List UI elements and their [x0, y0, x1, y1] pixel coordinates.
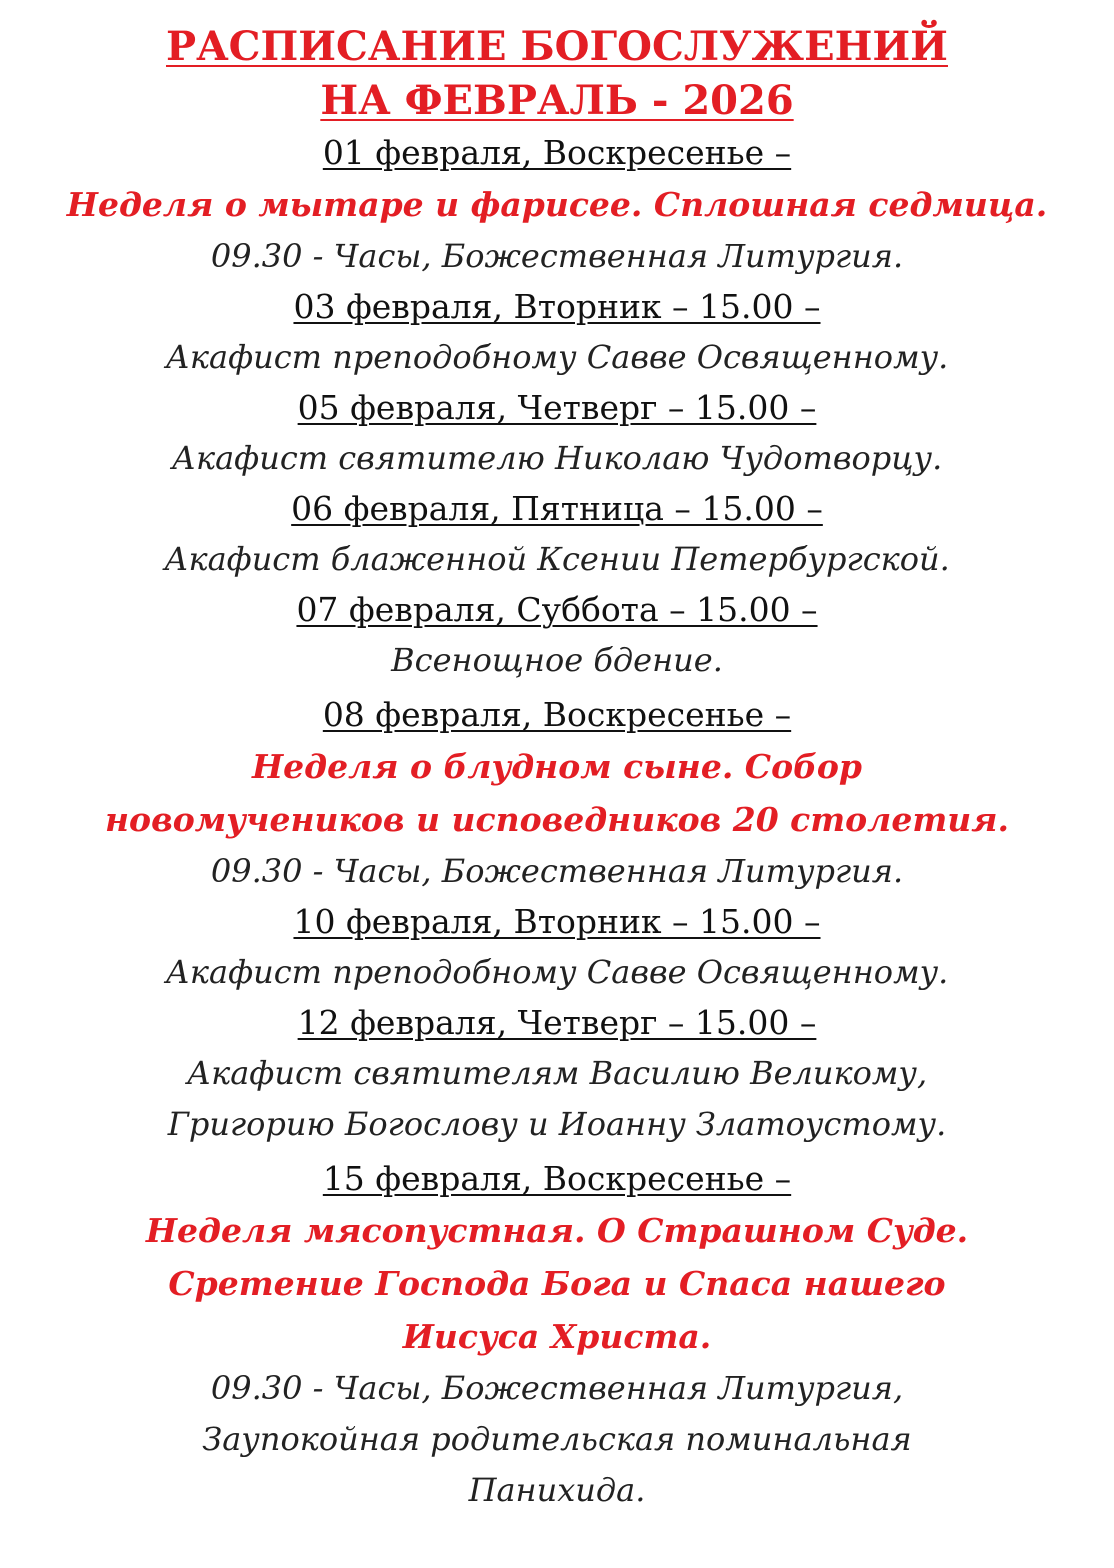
entry-service: Акафист преподобному Савве Освященному. [165, 338, 949, 376]
entry-date: 12 февраля, Четверг – 15.00 – [297, 1003, 817, 1042]
entry-date: 05 февраля, Четверг – 15.00 – [297, 388, 817, 427]
schedule-entry [0, 128, 1114, 282]
entry-date: 08 февраля, Воскресенье – [322, 695, 792, 734]
entry-date: 07 февраля, Суббота – 15.00 – [296, 590, 818, 629]
entry-service: Акафист святителю Николаю Чудотворцу. [171, 439, 943, 477]
schedule-entry [0, 484, 1114, 585]
entry-date: 10 февраля, Вторник – 15.00 – [293, 902, 821, 941]
schedule-entry [0, 282, 1114, 383]
schedule-entry [0, 585, 1114, 686]
entry-feast: Неделя о блудном сыне. Собор [251, 747, 863, 786]
entry-service: 09.30 - Часы, Божественная Литургия. [210, 237, 904, 275]
entry-feast: Неделя мясопустная. О Страшном Суде. [145, 1211, 969, 1250]
title-line-2: НА ФЕВРАЛЬ - 2026 [320, 77, 794, 124]
entry-service: 09.30 - Часы, Божественная Литургия. [210, 852, 904, 890]
entry-date: 15 февраля, Воскресенье – [322, 1159, 792, 1198]
title-line-1: РАСПИСАНИЕ БОГОСЛУЖЕНИЙ [166, 23, 948, 70]
entry-feast: Неделя о мытаре и фарисее. Сплошная седмица. [66, 185, 1048, 224]
entry-service: Акафист святителям Василию Великому, [186, 1054, 928, 1092]
entry-feast: новомучеников и исповедников 20 столетия. [105, 800, 1009, 839]
schedule-entry [0, 897, 1114, 998]
entry-date: 06 февраля, Пятница – 15.00 – [291, 489, 823, 528]
entry-service: Всенощное бдение. [391, 641, 723, 679]
entry-service: Панихида. [468, 1471, 646, 1509]
schedule-entry [0, 383, 1114, 484]
entry-feast: Сретение Господа Бога и Спаса нашего [168, 1264, 946, 1303]
schedule-entry [0, 1154, 1114, 1516]
page-title [0, 20, 1114, 128]
entry-service: Акафист преподобному Савве Освященному. [165, 953, 949, 991]
entry-service: 09.30 - Часы, Божественная Литургия, [210, 1369, 904, 1407]
entry-service: Заупокойная родительская поминальная [202, 1420, 912, 1458]
schedule-entry [0, 998, 1114, 1150]
entry-date: 01 февраля, Воскресенье – [322, 133, 792, 172]
entry-service: Григорию Богослову и Иоанну Златоустому. [167, 1105, 947, 1143]
entry-service: Акафист блаженной Ксении Петербургской. [164, 540, 950, 578]
entry-date: 03 февраля, Вторник – 15.00 – [293, 287, 821, 326]
entry-feast: Иисуса Христа. [402, 1317, 712, 1356]
schedule-entry [0, 690, 1114, 897]
